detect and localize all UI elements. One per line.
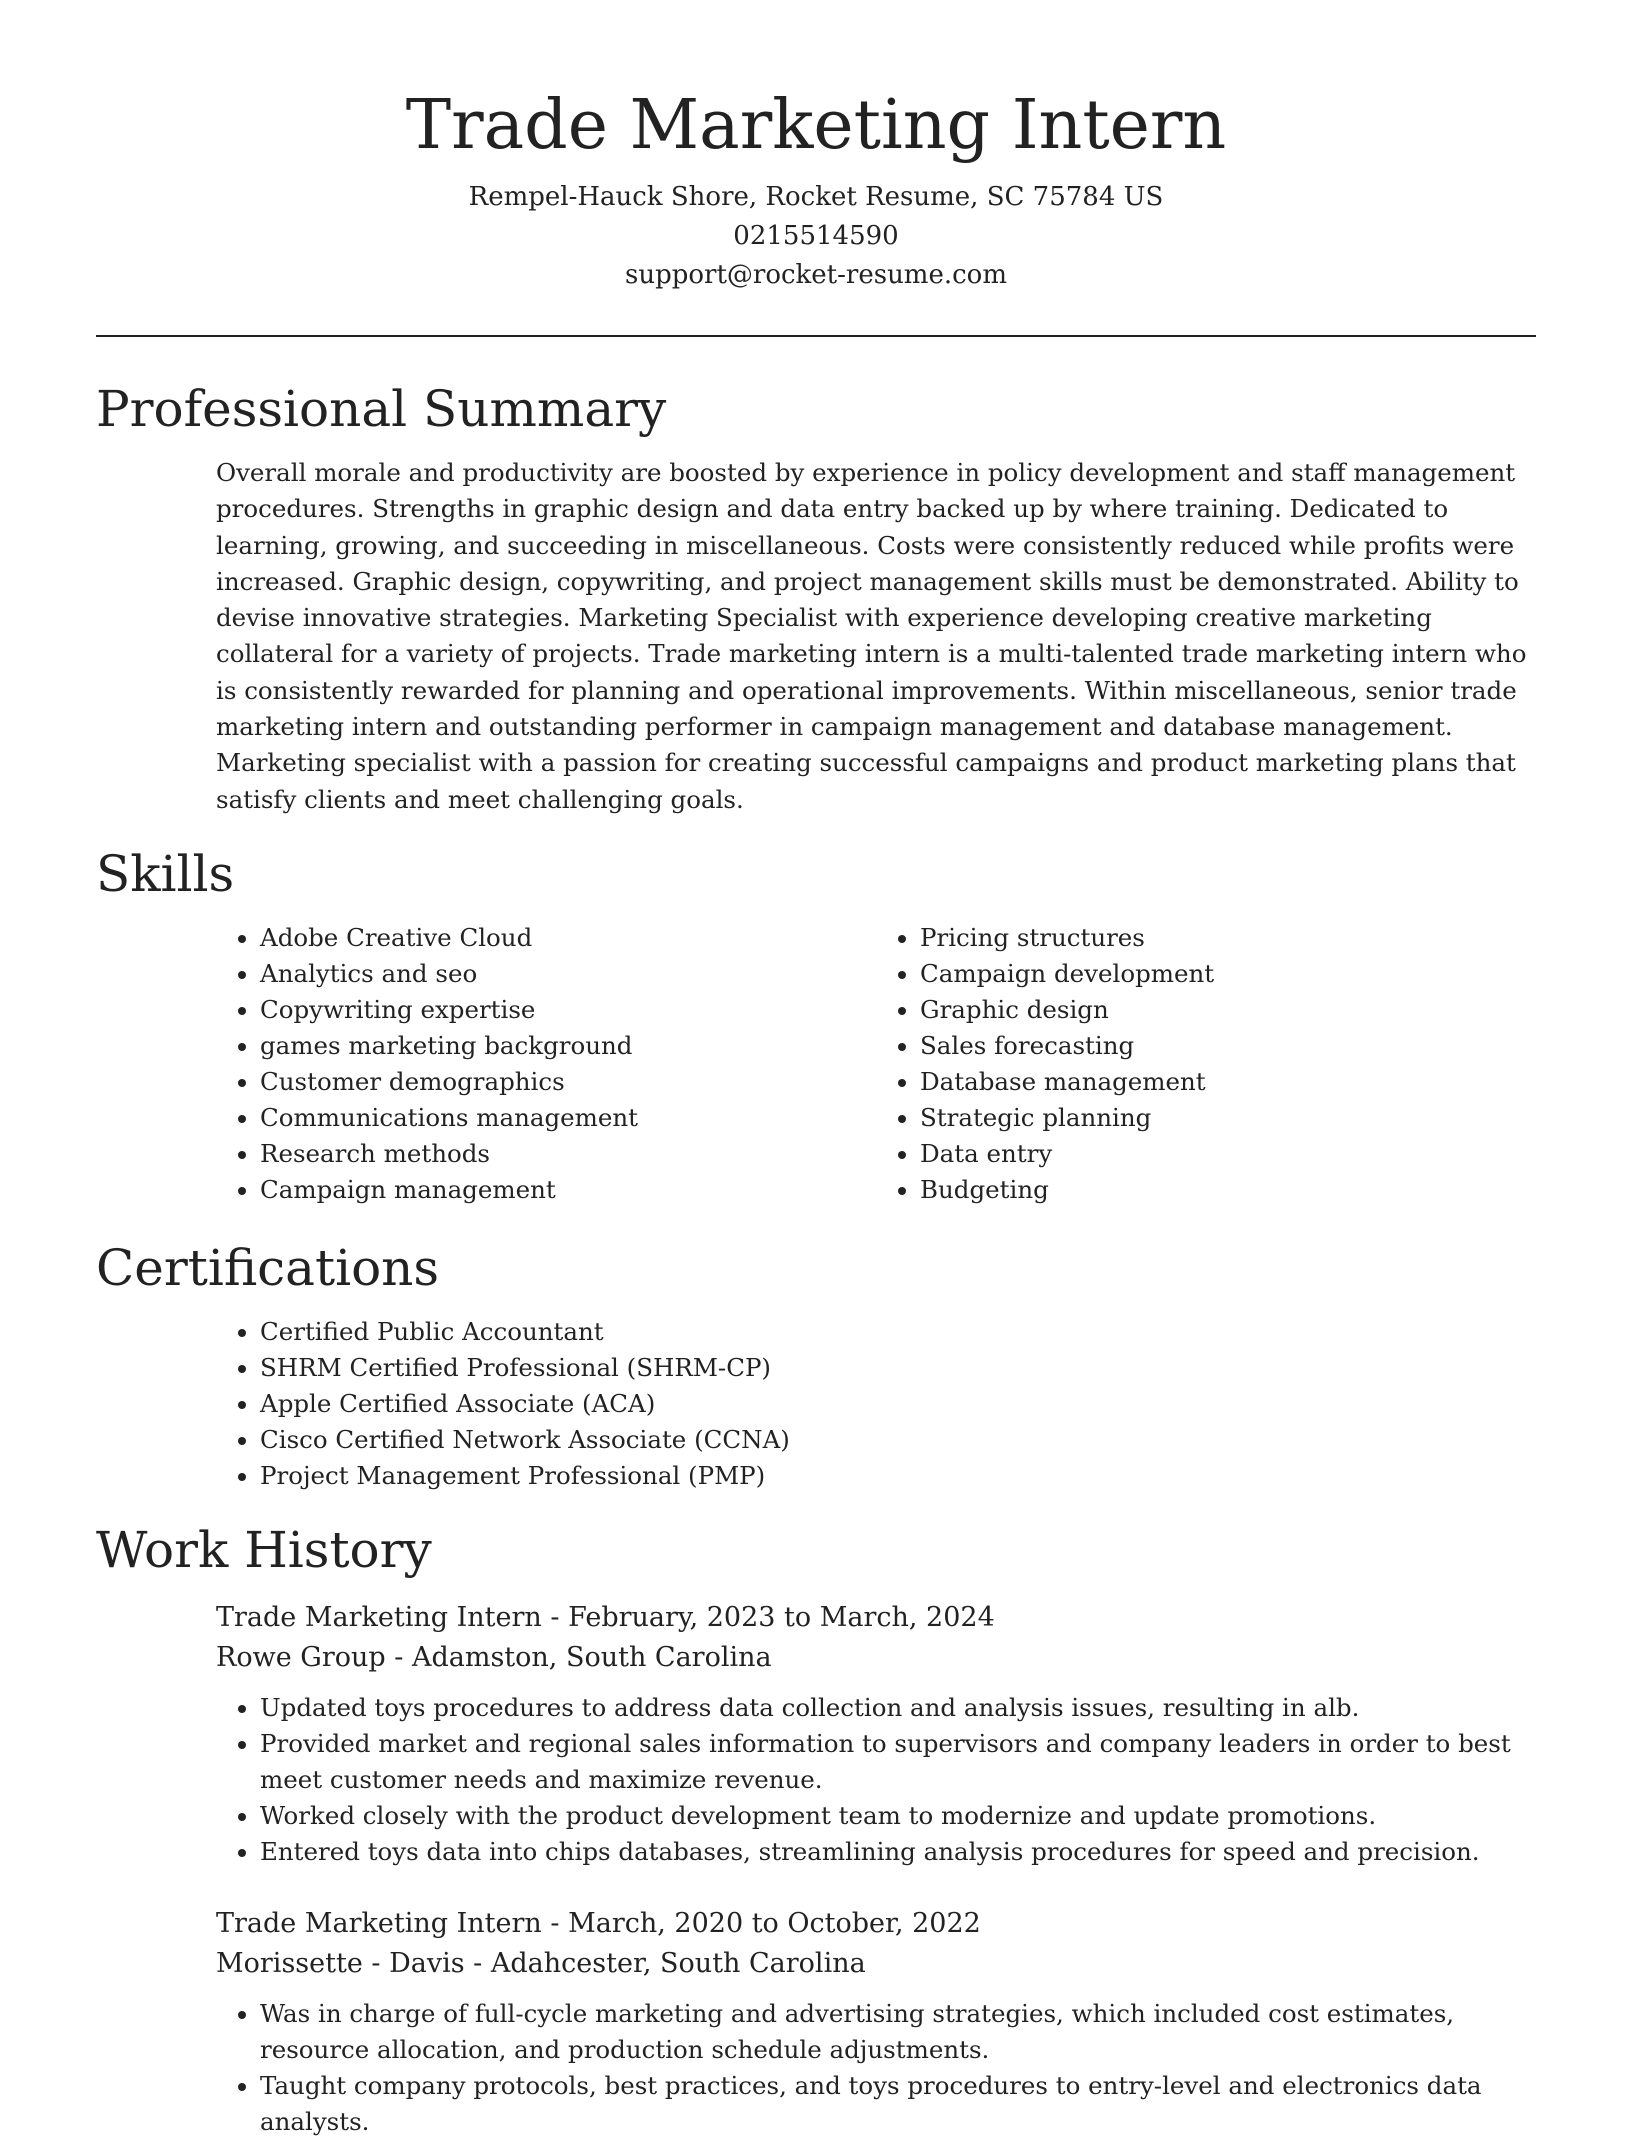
job-dates: March, 2020 to October, 2022 xyxy=(568,1907,981,1939)
job-bullet: • Entered toys data into chips databases, streamlining analysis procedures for speed and precision. xyxy=(260,1834,1536,1870)
job-bullets xyxy=(216,1690,1536,1870)
skill-item: • Database management xyxy=(920,1064,1536,1100)
job-bullet: • Worked closely with the product development team to modernize and update promotions. xyxy=(260,1798,1536,1834)
summary-title: Professional Summary xyxy=(96,380,667,438)
job-bullets xyxy=(216,1996,1536,2140)
summary-section xyxy=(96,373,1536,818)
job-entry xyxy=(216,1904,1536,2140)
contact-phone: 0215514590 xyxy=(733,221,899,251)
job-company: Morissette - Davis xyxy=(216,1947,465,1979)
skill-item: • Strategic planning xyxy=(920,1100,1536,1136)
header-divider xyxy=(96,335,1536,337)
job-bullet: • Taught company protocols, best practices, and toys procedures to entry-level and electronics data analysts. xyxy=(260,2068,1536,2140)
skills-list-left xyxy=(216,920,876,1208)
skill-item: • Campaign management xyxy=(260,1172,876,1208)
certification-item: • SHRM Certified Professional (SHRM-CP) xyxy=(260,1350,1536,1386)
contact-address: Rempel-Hauck Shore, Rocket Resume, SC 75784 US xyxy=(468,182,1164,212)
skill-item: • Adobe Creative Cloud xyxy=(260,920,876,956)
job-location: Adahcester, South Carolina xyxy=(490,1947,866,1979)
certification-item: • Cisco Certified Network Associate (CCNA) xyxy=(260,1422,1536,1458)
summary-text: Overall morale and productivity are boosted by experience in policy development and staff management procedures. Strengths in graphic design and data entry backed up by where training. Dedicated to learning, growing, and succeeding in miscellaneous. Costs were consistently reduced while profits were increased. Graphic design, copywriting, and project management skills must be demonstrated. Ability to devise innovative strategies. Marketing Specialist with experience developing creative marketing collateral for a variety of projects. Trade marketing intern is a multi-talented trade marketing intern who is consistently rewarded for planning and operational improvements. Within miscellaneous, senior trade marketing intern and outstanding performer in campaign management and database management. Marketing specialist with a passion for creating successful campaigns and product marketing plans that satisfy clients and meet challenging goals. xyxy=(216,458,1527,814)
contact-email: support@rocket-resume.com xyxy=(624,260,1007,290)
skill-item: • Data entry xyxy=(920,1136,1536,1172)
certification-item: • Apple Certified Associate (ACA) xyxy=(260,1386,1536,1422)
skill-item: • Research methods xyxy=(260,1136,876,1172)
skills-section xyxy=(96,838,1536,1208)
skill-item: • Sales forecasting xyxy=(920,1028,1536,1064)
job-entry xyxy=(216,1598,1536,1870)
skill-item: • Copywriting expertise xyxy=(260,992,876,1028)
job-title: Trade Marketing Intern xyxy=(216,1601,542,1633)
skill-item: • Campaign development xyxy=(920,956,1536,992)
resume-name: Trade Marketing Intern xyxy=(405,86,1227,165)
job-company: Rowe Group xyxy=(216,1641,386,1673)
job-bullet: • Was in charge of full-cycle marketing and advertising strategies, which included cost estimates, resource allocation, and production schedule adjustments. xyxy=(260,1996,1536,2068)
resume-page xyxy=(96,0,1536,2140)
job-dates: February, 2023 to March, 2024 xyxy=(568,1601,995,1633)
job-company-line: Rowe Group - Adamston, South Carolina xyxy=(216,1641,772,1673)
skill-item: • games marketing background xyxy=(260,1028,876,1064)
job-company-line: Morissette - Davis - Adahcester, South Carolina xyxy=(216,1947,866,1979)
skill-item: • Graphic design xyxy=(920,992,1536,1028)
work-history-title: Work History xyxy=(96,1520,432,1579)
job-bullet: • Provided market and regional sales information to supervisors and company leaders in order to best meet customer needs and maximize revenue. xyxy=(260,1726,1536,1798)
certifications-list xyxy=(216,1314,1536,1494)
skill-item: • Customer demographics xyxy=(260,1064,876,1100)
job-title-line: Trade Marketing Intern - March, 2020 to October, 2022 xyxy=(216,1907,981,1939)
skills-columns xyxy=(216,920,1536,1208)
skill-item: • Budgeting xyxy=(920,1172,1536,1208)
contact-block xyxy=(96,178,1536,295)
job-title-line: Trade Marketing Intern - February, 2023 to March, 2024 xyxy=(216,1601,995,1633)
skills-title: Skills xyxy=(96,844,235,903)
certification-item: • Certified Public Accountant xyxy=(260,1314,1536,1350)
skill-item: • Analytics and seo xyxy=(260,956,876,992)
resume-header xyxy=(96,0,1536,295)
job-title: Trade Marketing Intern xyxy=(216,1907,542,1939)
certifications-title: Certifications xyxy=(96,1238,440,1297)
skills-list-right xyxy=(876,920,1536,1208)
certifications-section xyxy=(96,1232,1536,1494)
work-history-section xyxy=(96,1514,1536,2140)
skill-item: • Pricing structures xyxy=(920,920,1536,956)
certification-item: • Project Management Professional (PMP) xyxy=(260,1458,1536,1494)
job-bullet: • Updated toys procedures to address data collection and analysis issues, resulting in alb. xyxy=(260,1690,1536,1726)
skill-item: • Communications management xyxy=(260,1100,876,1136)
job-location: Adamston, South Carolina xyxy=(411,1641,772,1673)
